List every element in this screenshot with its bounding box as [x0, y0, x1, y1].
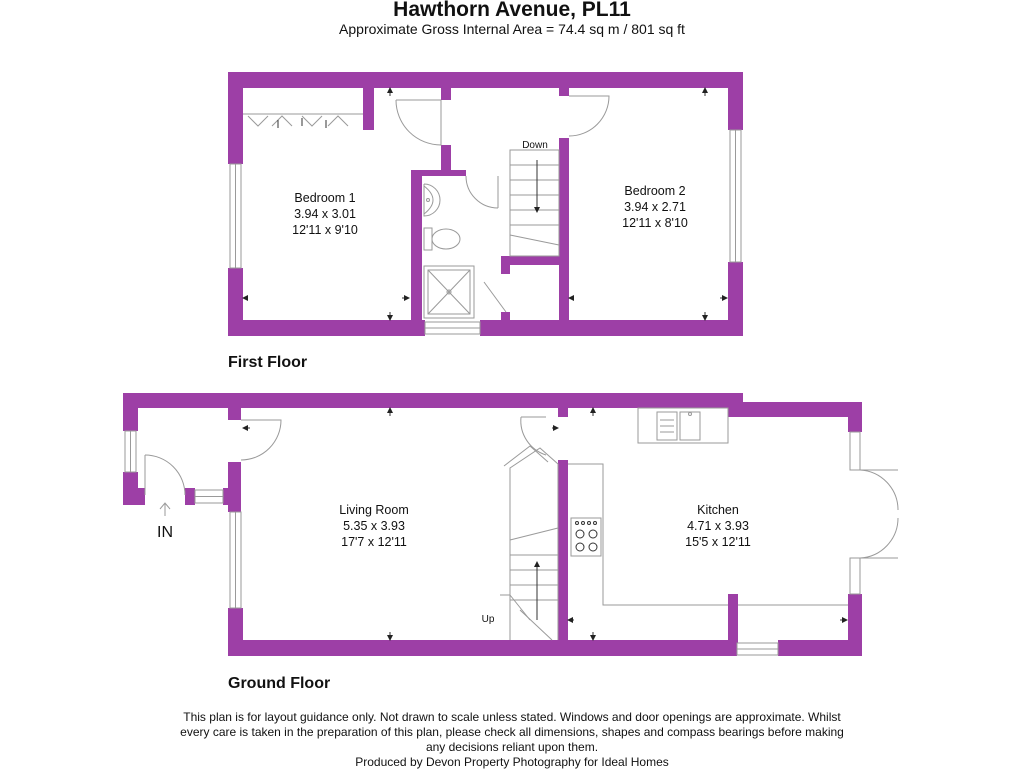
- first-floor-stairs: [510, 150, 559, 256]
- living-room-imperial: 17'7 x 12'11: [341, 535, 407, 549]
- ground-floor-plan: [123, 393, 898, 692]
- ground-floor-stairs: [500, 446, 558, 640]
- ground-floor-label: Ground Floor: [228, 675, 331, 692]
- stairs-up-label: Up: [481, 614, 495, 625]
- bedroom2-label: [622, 184, 688, 230]
- kitchen-name: Kitchen: [697, 503, 739, 517]
- bedroom2-name: Bedroom 2: [624, 184, 686, 198]
- bedroom1-label: [292, 191, 358, 237]
- bedroom1-name: Bedroom 1: [294, 191, 356, 205]
- first-floor-plan: [228, 72, 743, 371]
- first-floor-label: First Floor: [228, 354, 308, 371]
- footer: [180, 710, 844, 770]
- area-subtitle: Approximate Gross Internal Area = 74.4 sq m / 801 sq ft: [339, 21, 685, 37]
- stairs-down-label: Down: [522, 140, 548, 151]
- living-room-metric: 5.35 x 3.93: [343, 519, 405, 533]
- living-room-name: Living Room: [339, 503, 409, 517]
- bedroom1-metric: 3.94 x 3.01: [294, 207, 356, 221]
- credit-text: Produced by Devon Property Photography for Ideal Homes: [355, 755, 669, 769]
- wardrobe: [243, 114, 363, 128]
- kitchen-label: [685, 503, 751, 549]
- bathroom-fixtures: [424, 184, 474, 318]
- bedroom1-imperial: 12'11 x 9'10: [292, 223, 358, 237]
- kitchen-imperial: 15'5 x 12'11: [685, 535, 751, 549]
- bedroom2-metric: 3.94 x 2.71: [624, 200, 686, 214]
- bedroom2-imperial: 12'11 x 8'10: [622, 216, 688, 230]
- entrance-arrow: [160, 503, 170, 516]
- plan-title: Hawthorn Avenue, PL11: [393, 0, 631, 21]
- living-room-label: [339, 503, 408, 549]
- disclaimer-text: This plan is for layout guidance only. Not drawn to scale unless stated. Windows and door openings are approximate. Whilst every care is taken in the preparation of this plan, please check all dimensions, shapes and compass bearings before making any decisions reliant upon them.: [180, 710, 844, 754]
- sink-bowl: [680, 412, 700, 440]
- entrance-label: IN: [157, 524, 173, 541]
- kitchen-metric: 4.71 x 3.93: [687, 519, 749, 533]
